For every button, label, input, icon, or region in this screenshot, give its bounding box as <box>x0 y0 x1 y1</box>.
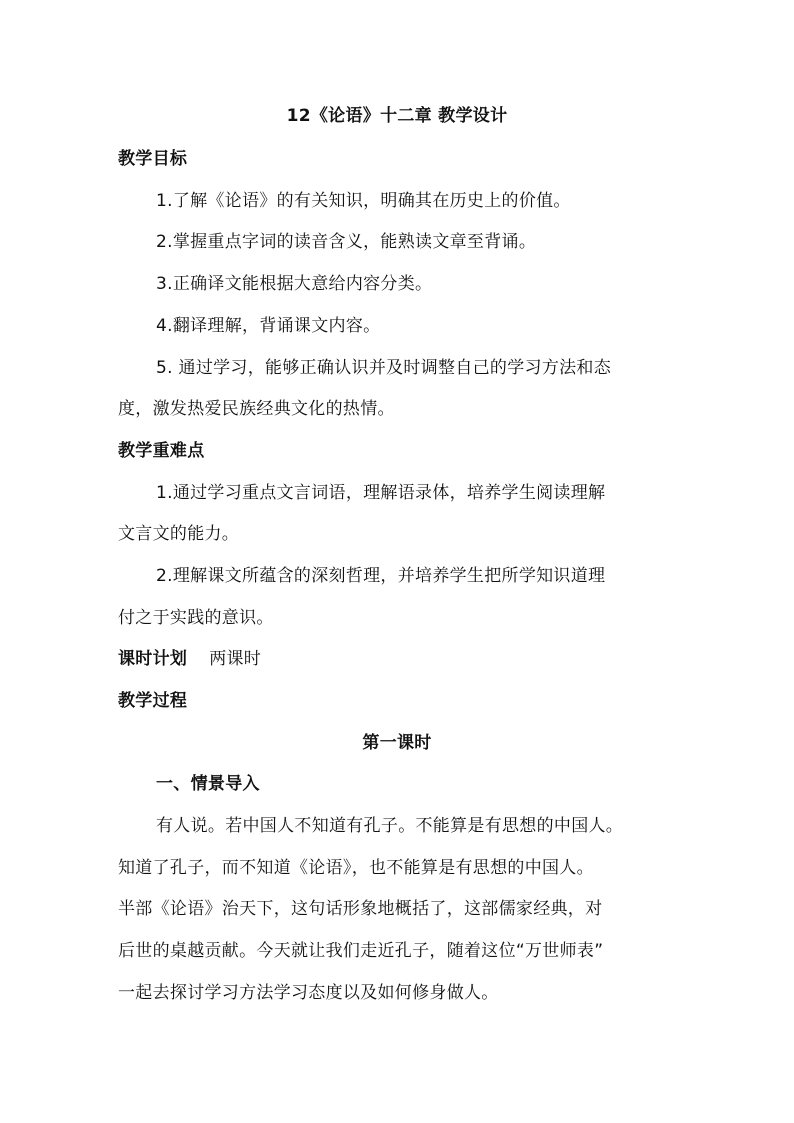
objective-item: 5. 通过学习，能够正确认识并及时调整自己的学习方法和态 <box>156 358 612 378</box>
paragraph-line: 知道了孔子，而不知道《论语》，也不能算是有思想的中国人。 <box>118 858 594 878</box>
objective-item-continuation: 度，激发热爱民族经典文化的热情。 <box>118 399 395 419</box>
lesson-title: 第一课时 <box>362 733 432 753</box>
objective-item: 2.掌握重点字词的读音含义，能熟读文章至背诵。 <box>156 232 537 252</box>
objective-item: 4.翻译理解，背诵课文内容。 <box>156 316 381 336</box>
key-point-item: 1.通过学习重点文言词语，理解语录体，培养学生阅读理解 <box>156 483 606 503</box>
key-points-heading: 教学重难点 <box>118 441 205 461</box>
objective-item: 3.正确译文能根据大意给内容分类。 <box>156 274 433 294</box>
key-point-item-continuation: 付之于实践的意识。 <box>118 608 274 628</box>
key-point-item-continuation: 文言文的能力。 <box>118 524 240 544</box>
key-point-item: 2.理解课文所蕴含的深刻哲理，并培养学生把所学知识道理 <box>156 566 606 586</box>
document-title: 12《论语》十二章 教学设计 <box>286 106 508 126</box>
paragraph-line: 后世的桌越贡献。今天就让我们走近孔子，随着这位“万世师表” <box>118 941 604 961</box>
objective-item: 1.了解《论语》的有关知识，明确其在历史上的价值。 <box>156 191 571 211</box>
paragraph-line: 一起去探讨学习方法学习态度以及如何修身做人。 <box>118 983 499 1003</box>
schedule-row <box>118 647 261 671</box>
objectives-heading: 教学目标 <box>118 149 188 169</box>
section-title: 一、情景导入 <box>156 774 260 794</box>
schedule-label: 课时计划 <box>118 649 188 669</box>
paragraph-line: 有人说。若中国人不知道有孔子。不能算是有思想的中国人。 <box>156 816 624 836</box>
paragraph-line: 半部《论语》治天下，这句话形象地概括了，这部儒家经典，对 <box>118 899 603 919</box>
schedule-value: 两课时 <box>209 649 262 669</box>
process-heading: 教学过程 <box>118 691 188 711</box>
